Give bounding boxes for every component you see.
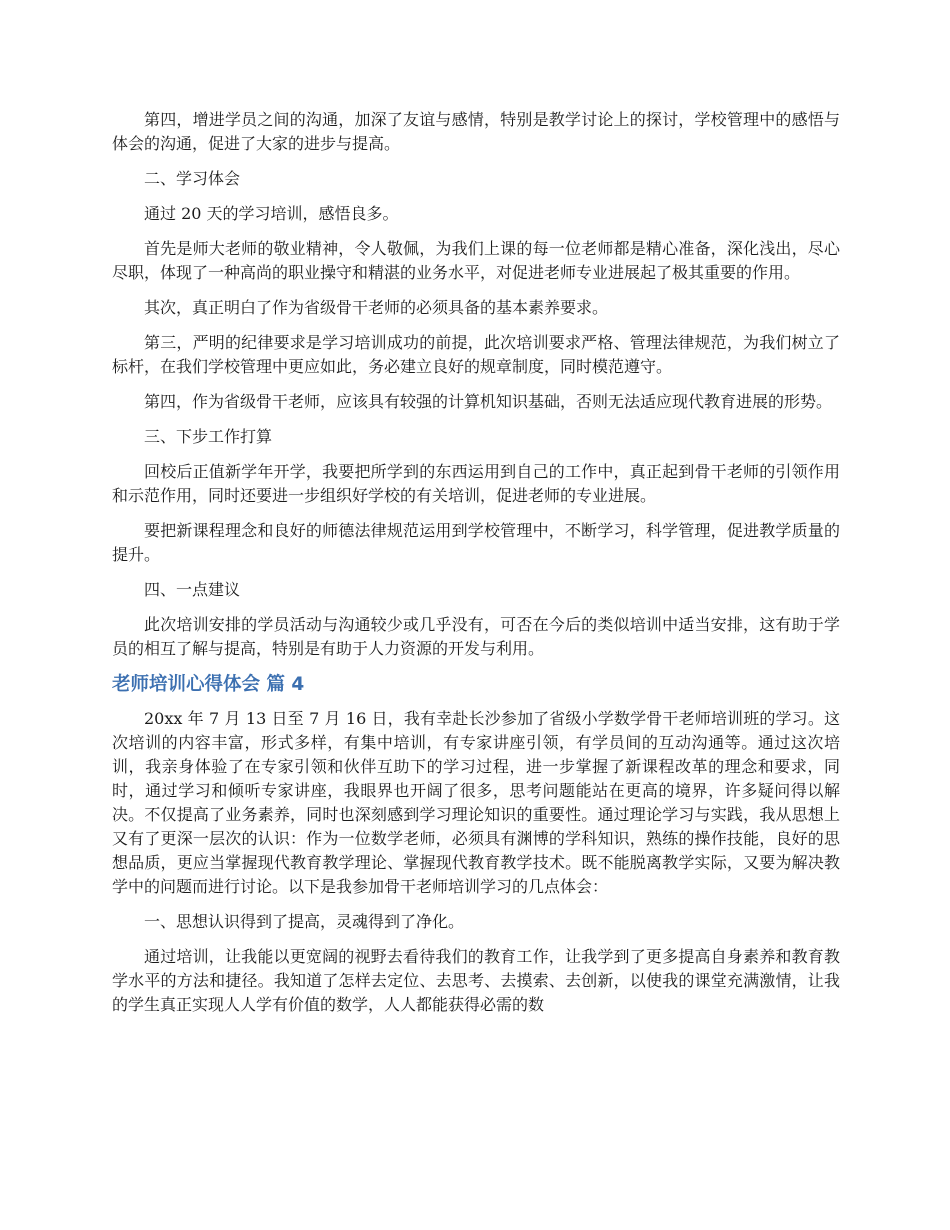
section-subheading: 三、下步工作打算 — [144, 427, 273, 446]
section-subheading: 四、一点建议 — [144, 580, 241, 599]
paragraph: 通过 20 天的学习培训，感悟良多。 — [144, 204, 399, 223]
paragraph: 通过培训，让我能以更宽阔的视野去看待我们的教育工作，让我学到了更多提高自身素养和教育教学水平的方法和捷径。我知道了怎样去定位、去思考、去摸索、去创新，以使我的课堂充满激情，让我的学生真正实现人人学有价值的数学，人人都能获得必需的数 — [112, 947, 840, 1014]
paragraph: 20xx 年 7 月 13 日至 7 月 16 日，我有幸赴长沙参加了省级小学数学骨干老师培训班的学习。这次培训的内容丰富，形式多样，有集中培训，有专家讲座引领，有学员间的互动沟通等。通过这次培训，我亲身体验了在专家引领和伙伴互助下的学习过程，进一步掌握了新课程改革的理念和要求，同时，通过学习和倾听专家讲座，我眼界也开阔了很多，思考问题能站在更高的境界，许多疑问得以解决。不仅提高了业务素养，同时也深刻感到学习理论知识的重要性。通过理论学习与实践，我从思想上又有了更深一层次的认识：作为一位数学老师，必须具有渊博的学科知识，熟练的操作技能，良好的思想品质，更应当掌握现代教育教学理论、掌握现代教育教学技术。既不能脱离教学实际，又要为解决教学中的问题而进行讨论。以下是我参加骨干老师培训学习的几点体会： — [112, 709, 840, 896]
paragraph: 第四，增进学员之间的沟通，加深了友谊与感情，特别是教学讨论上的探讨，学校管理中的感悟与体会的沟通，促进了大家的进步与提高。 — [112, 110, 840, 153]
section-subheading: 一、思想认识得到了提高，灵魂得到了净化。 — [144, 912, 465, 931]
section-subheading: 二、学习体会 — [144, 169, 241, 188]
paragraph: 回校后正值新学年开学，我要把所学到的东西运用到自己的工作中，真正起到骨干老师的引领作用和示范作用，同时还要进一步组织好学校的有关培训，促进老师的专业进展。 — [112, 462, 840, 505]
article-heading: 老师培训心得体会 篇 4 — [112, 674, 305, 695]
paragraph: 要把新课程理念和良好的师德法律规范运用到学校管理中，不断学习，科学管理，促进教学质量的提升。 — [112, 521, 840, 564]
paragraph: 首先是师大老师的敬业精神，令人敬佩，为我们上课的每一位老师都是精心准备，深化浅出，尽心尽职，体现了一种高尚的职业操守和精湛的业务水平，对促进老师专业进展起了极其重要的作用。 — [112, 239, 840, 282]
paragraph: 此次培训安排的学员活动与沟通较少或几乎没有，可否在今后的类似培训中适当安排，这有助于学员的相互了解与提高，特别是有助于人力资源的开发与利用。 — [112, 615, 840, 658]
paragraph: 第四，作为省级骨干老师，应该具有较强的计算机知识基础，否则无法适应现代教育进展的形势。 — [144, 392, 833, 411]
document-page — [112, 108, 840, 1028]
paragraph: 其次，真正明白了作为省级骨干老师的必须具备的基本素养要求。 — [144, 298, 609, 317]
paragraph: 第三，严明的纪律要求是学习培训成功的前提，此次培训要求严格、管理法律规范，为我们树立了标杆，在我们学校管理中更应如此，务必建立良好的规章制度，同时模范遵守。 — [112, 333, 840, 376]
